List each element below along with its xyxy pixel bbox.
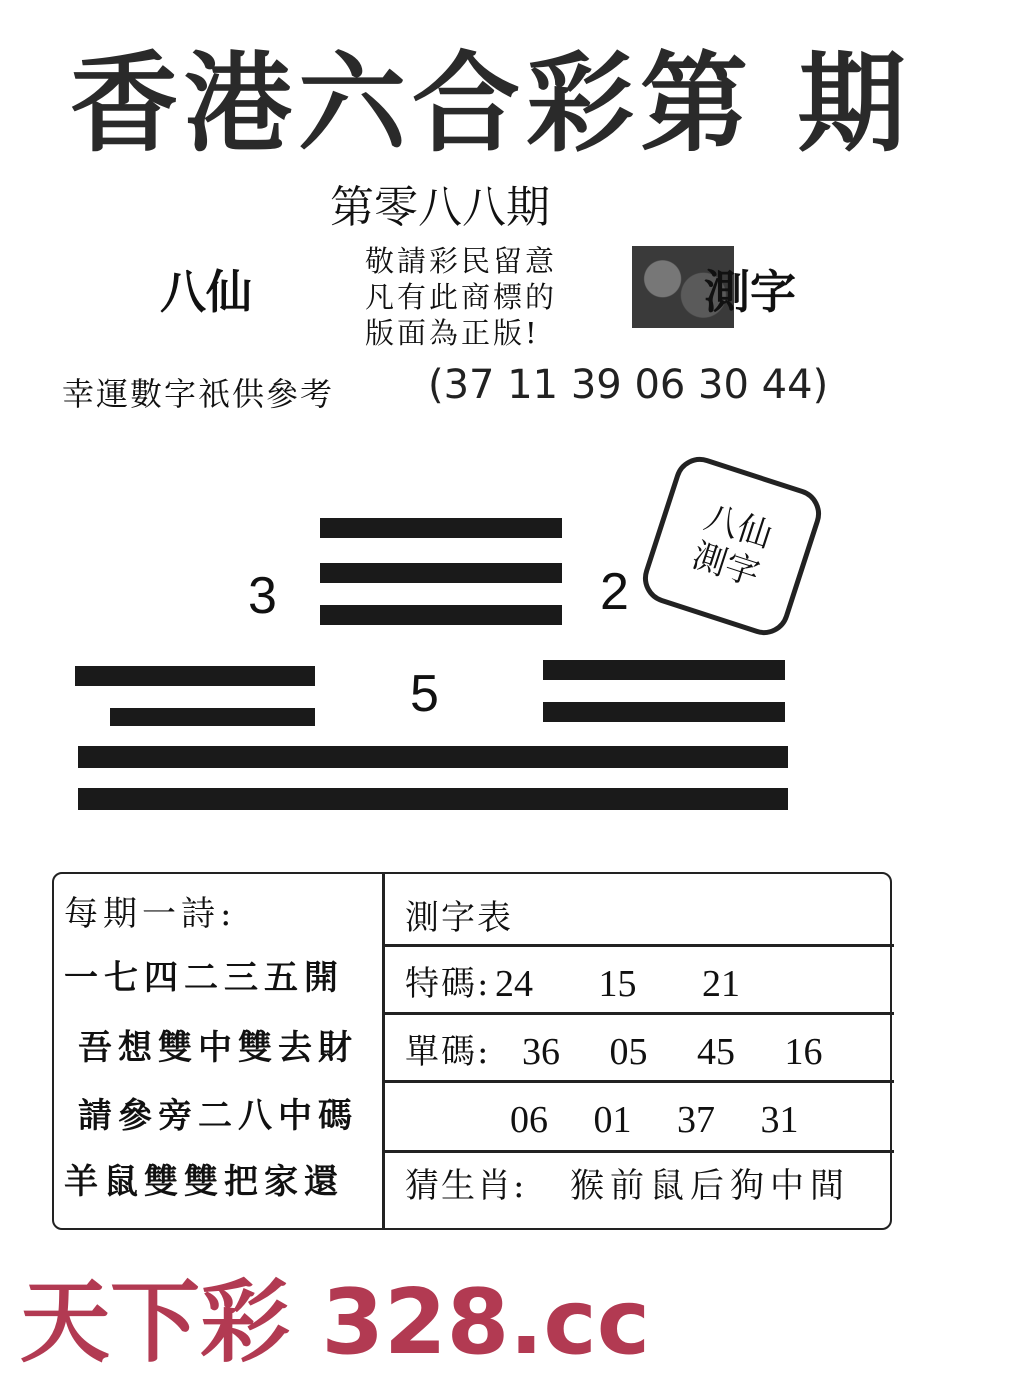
poem-line: 一七四二三五開 [64, 958, 344, 998]
base-bar [78, 746, 788, 768]
table-row-line [384, 1080, 894, 1083]
trigram-left-bar [75, 666, 315, 686]
special-code-numbers: 24 15 21 [495, 963, 740, 1005]
trigram-right-bar [543, 702, 785, 722]
table-row-line [384, 1012, 894, 1015]
brand-name-right: 測字 [704, 265, 796, 319]
trigram-top-bar [320, 563, 562, 583]
zodiac-value: 猴前鼠后狗中間 [570, 1166, 850, 1206]
site-watermark: 天下彩 328.cc [20, 1270, 651, 1375]
hexagram-number-middle: 5 [410, 665, 439, 723]
trigram-right-bar [543, 660, 785, 680]
notice-line: 版面為正版! [365, 316, 540, 350]
stamp-line: 八仙 [699, 497, 777, 557]
lucky-numbers: (37 11 39 06 30 44) [428, 362, 829, 408]
brand-name-left: 八仙 [160, 265, 252, 319]
hexagram-number-left: 3 [248, 567, 277, 625]
notice-line: 凡有此商標的 [365, 280, 558, 314]
table-divider [382, 872, 385, 1230]
authenticity-notice [365, 243, 625, 351]
page-title: 香港六合彩第 期 [70, 42, 912, 167]
stamp-line: 測字 [687, 535, 765, 595]
trigram-top-bar [320, 605, 562, 625]
brand-stamp [636, 450, 828, 642]
zodiac-label: 猜生肖: [405, 1166, 527, 1206]
hexagram-number-right: 2 [600, 563, 629, 621]
poem-heading: 每期一詩: [64, 894, 237, 934]
table-title: 測字表 [405, 898, 513, 938]
notice-line: 敬請彩民留意 [365, 244, 558, 278]
trigram-left-bar [110, 708, 315, 726]
trigram-top-bar [320, 518, 562, 538]
single-code-label: 單碼: [405, 1032, 491, 1072]
special-code-label: 特碼: [405, 964, 491, 1004]
single-code-numbers-extra: 06 01 37 31 [510, 1099, 799, 1141]
poem-line: 吾想雙中雙去財 [78, 1028, 358, 1068]
issue-number: 第零八八期 [330, 182, 550, 233]
table-row-line [384, 1150, 894, 1153]
base-bar [78, 788, 788, 810]
poem-line: 請參旁二八中碼 [78, 1096, 358, 1136]
lucky-numbers-label: 幸運數字祇供參考 [62, 375, 335, 413]
poem-line: 羊鼠雙雙把家還 [64, 1162, 344, 1202]
single-code-numbers: 36 05 45 16 [522, 1031, 823, 1073]
table-row-line [384, 944, 894, 947]
